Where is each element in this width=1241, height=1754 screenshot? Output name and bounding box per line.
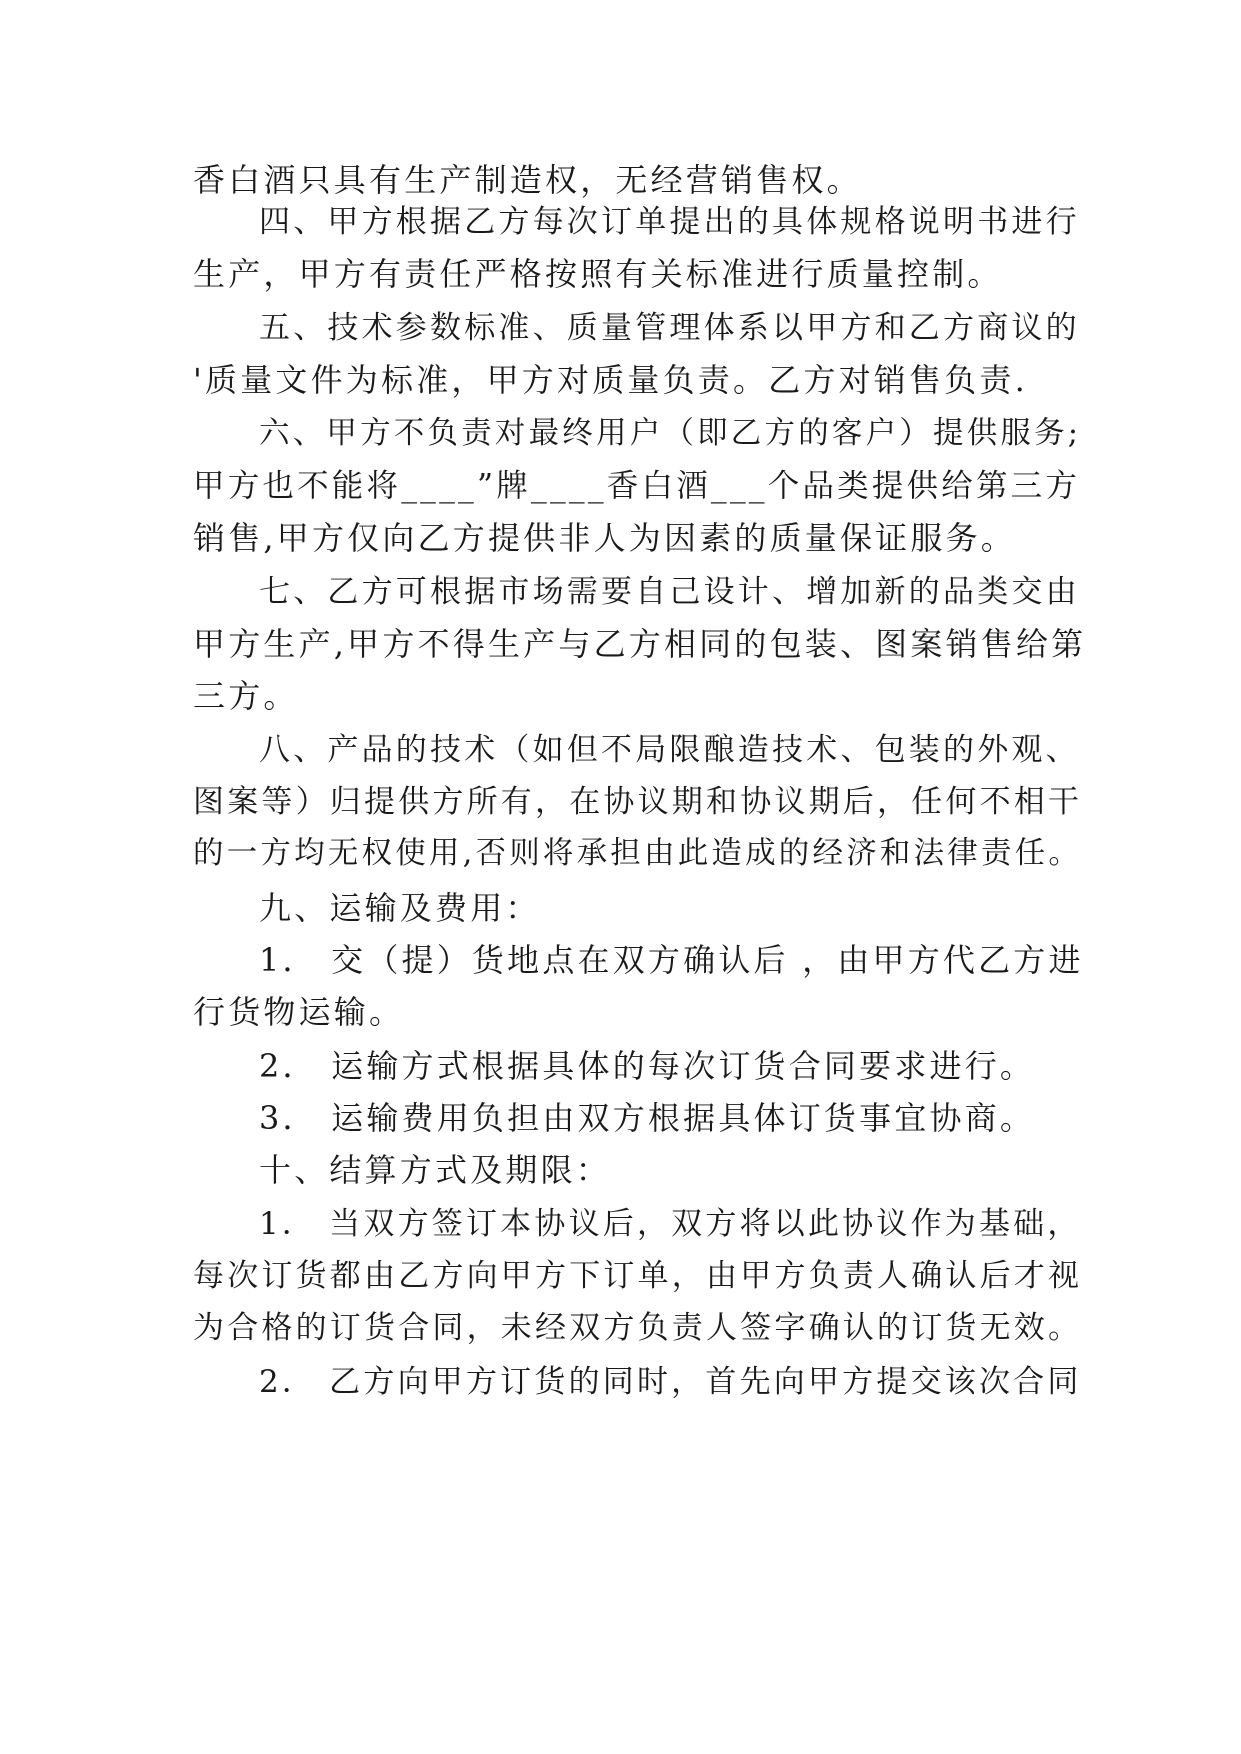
- text-line: 生产，甲方有责任严格按照有关标准进行质量控制。: [193, 255, 1003, 293]
- text-line: 1． 交（提）货地点在双方确认后 ，由甲方代乙方进: [259, 941, 1084, 979]
- text-line: 的一方均无权使用,否则将承担由此造成的经济和法律责任。: [193, 836, 1083, 871]
- text-line: 甲方也不能将____”牌____香白酒___个品类提供给第三方: [193, 468, 1081, 504]
- text-line: 九、运输及费用：: [259, 889, 541, 927]
- text-line: 行货物运输。: [193, 993, 405, 1031]
- text-line: 每次订货都由乙方向甲方下订单，由甲方负责人确认后才视: [193, 1258, 1083, 1294]
- text-line: 销售,甲方仅向乙方提供非人为因素的质量保证服务。: [193, 519, 1016, 557]
- text-line: 图案等）归提供方所有，在协议期和协议期后，任何不相干: [193, 784, 1083, 820]
- text-line: 十、结算方式及期限：: [259, 1151, 612, 1189]
- text-line: 2． 乙方向甲方订货的同时，首先向甲方提交该次合同: [259, 1364, 1082, 1400]
- text-line: 1． 当双方签订本协议后，双方将以此协议作为基础，: [259, 1206, 1082, 1242]
- text-line: 八、产品的技术（如但不局限酿造技术、包装的外观、: [259, 732, 1080, 768]
- text-line: 2． 运输方式根据具体的每次订货合同要求进行。: [259, 1047, 1036, 1085]
- text-line: 为合格的订货合同，未经双方负责人签字确认的订货无效。: [193, 1310, 1083, 1346]
- text-line: 四、甲方根据乙方每次订单提出的具体规格说明书进行: [259, 204, 1080, 240]
- text-line: 六、甲方不负责对最终用户（即乙方的客户）提供服务;: [259, 416, 1082, 451]
- text-line: '质量文件为标准，甲方对质量负责。乙方对销售负责.: [193, 361, 1028, 399]
- text-line: 五、技术参数标准、质量管理体系以甲方和乙方商议的: [259, 310, 1080, 346]
- text-line: 3． 运输费用负担由双方根据具体订货事宜协商。: [259, 1099, 1036, 1137]
- text-line: 香白酒只具有生产制造权，无经营销售权。: [193, 161, 862, 199]
- text-line: 甲方生产,甲方不得生产与乙方相同的包装、图案销售给第: [193, 625, 1087, 663]
- text-line: 三方。: [193, 677, 299, 715]
- text-line: 七、乙方可根据市场需要自己设计、增加新的品类交由: [259, 574, 1080, 610]
